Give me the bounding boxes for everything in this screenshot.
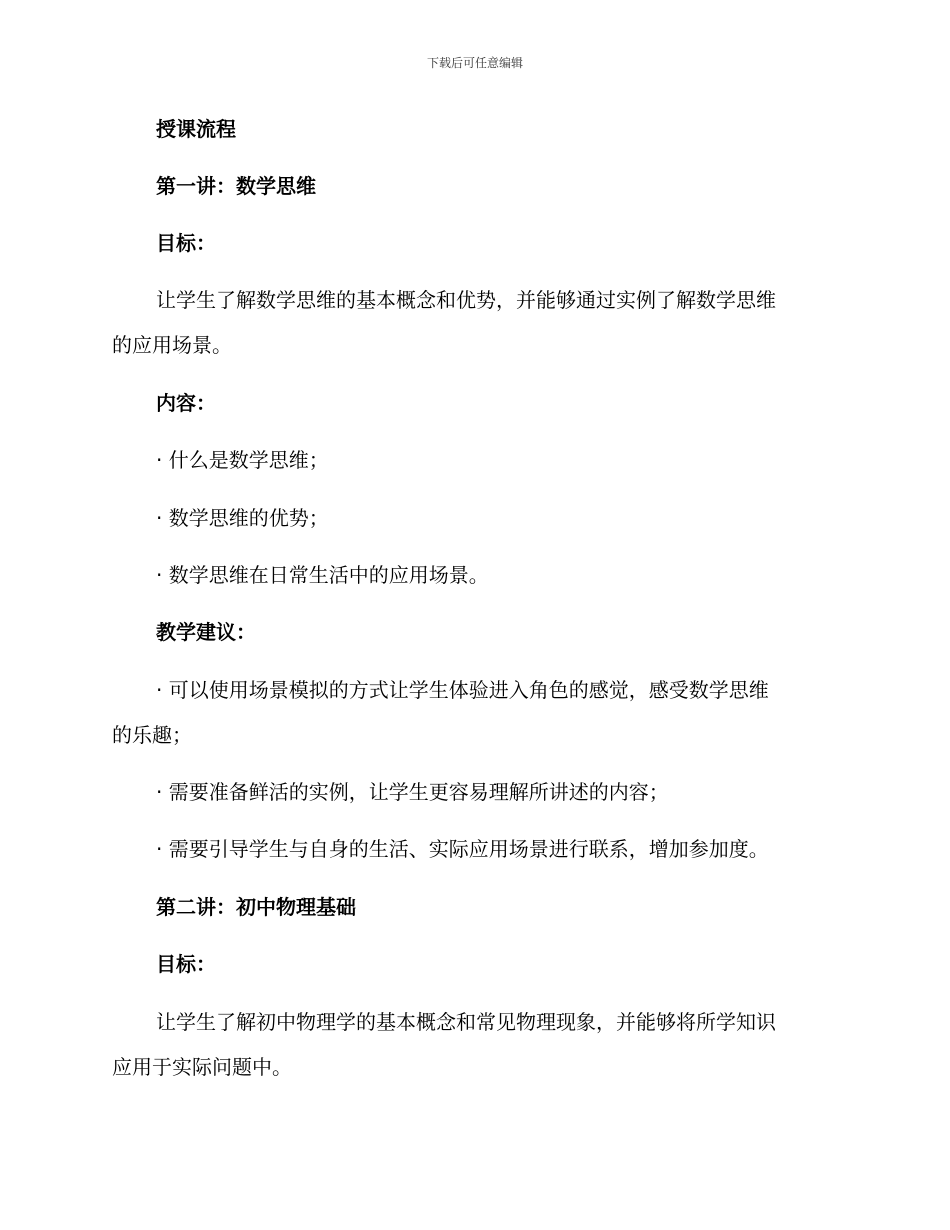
advice-item-3: · 需要引导学生与自身的生活、实际应用场景进行联系，增加参加度。 (156, 837, 769, 861)
lecture-1-goal-label: 目标： (156, 231, 216, 255)
lecture-1-goal-line-2: 的应用场景。 (112, 333, 232, 357)
lecture-2-goal-line-1: 让学生了解初中物理学的基本概念和常见物理现象，并能够将所学知识 (156, 1010, 776, 1034)
lecture-1-title: 第一讲：数学思维 (156, 174, 316, 198)
lecture-1-advice-label: 教学建议： (156, 620, 256, 644)
advice-item-2: · 需要准备鲜活的实例，让学生更容易理解所讲述的内容； (156, 780, 669, 804)
content-item-3: · 数学思维在日常生活中的应用场景。 (156, 563, 489, 587)
content-item-1: · 什么是数学思维； (156, 448, 329, 472)
lecture-1-content-label: 内容： (156, 391, 216, 415)
lecture-2-goal-label: 目标： (156, 952, 216, 976)
page-header: 下载后可任意编辑 (426, 56, 523, 70)
lecture-2-goal-line-2: 应用于实际问题中。 (112, 1055, 292, 1079)
lecture-2-title: 第二讲：初中物理基础 (156, 895, 356, 919)
advice-item-1-line-2: 的乐趣； (112, 723, 192, 747)
section-title: 授课流程 (156, 117, 236, 141)
content-item-2: · 数学思维的优势； (156, 506, 329, 530)
advice-item-1-line-1: · 可以使用场景模拟的方式让学生体验进入角色的感觉，感受数学思维 (156, 678, 769, 702)
lecture-1-goal-line-1: 让学生了解数学思维的基本概念和优势，并能够通过实例了解数学思维 (156, 288, 776, 312)
